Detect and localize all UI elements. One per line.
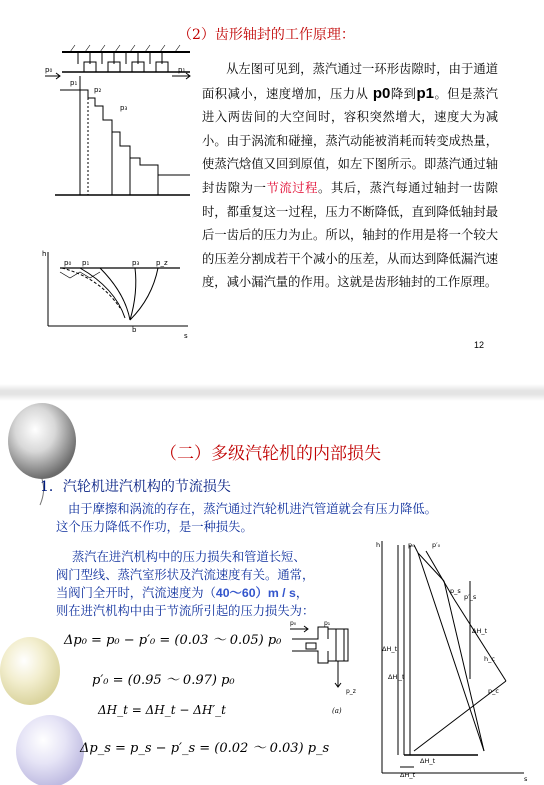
svg-text:ΔH_t: ΔH_t (472, 627, 488, 635)
svg-text:p₁: p₁ (178, 66, 186, 74)
inlet-loss-hs-diagram (374, 541, 534, 781)
svg-text:p′₀: p′₀ (432, 541, 441, 549)
formula-exhaust-loss: Δp_s = p_s − p′_s = (0.02 ～ 0.03) p_s (80, 741, 330, 756)
para1-line1: 由于摩擦和涡流的存在，蒸汽通过汽轮机进汽管道就会有压力降低。 (68, 502, 437, 516)
slide-title: （2）齿形轴封的工作原理： (178, 27, 355, 43)
svg-text:p₀: p₀ (290, 620, 297, 627)
figure-label: (a) (332, 707, 342, 715)
slide-12 (0, 0, 544, 384)
para2-line3-start: 当阀门全开时，汽流速度为（ (56, 586, 216, 600)
pressure-p0: p0 (372, 84, 391, 102)
page-number: 12 (474, 340, 485, 350)
slide-internal-losses (0, 401, 544, 785)
svg-text:p_s: p_s (450, 587, 461, 595)
svg-text:p₁: p₁ (324, 620, 331, 627)
svg-text:p_z: p_z (346, 688, 356, 695)
para1-line2: 这个压力降低不作功，是一种损失。 (56, 520, 253, 534)
svg-text:s: s (184, 332, 188, 340)
balloon-decoration-bottom (0, 631, 90, 785)
svg-text:p₁: p₁ (70, 79, 78, 87)
svg-text:h_c: h_c (484, 655, 495, 663)
slide-title: （二）多级汽轮机的内部损失 (160, 444, 381, 464)
svg-text:ΔH′_t: ΔH′_t (388, 673, 405, 681)
svg-text:p_z: p_z (156, 259, 168, 267)
svg-text:p₁: p₁ (82, 259, 90, 267)
pressure-p1: p1 (416, 84, 434, 102)
svg-text:p₀: p₀ (45, 66, 53, 74)
svg-text:ΔH_t: ΔH_t (420, 757, 436, 765)
svg-text:p₀: p₀ (64, 259, 72, 267)
para2-line2: 阀门型线、蒸汽室形状及汽流速度有关。通常， (56, 568, 315, 582)
svg-text:p₃: p₃ (132, 259, 140, 267)
inlet-valve-diagram (288, 617, 364, 707)
svg-text:p₂: p₂ (94, 86, 102, 94)
body-text-2: 。其后，蒸汽每通过轴封一齿隙时，都重复这一过程，压力不断降低，直到降低轴封最后一齿后的压力为止。所以，轴封的作用是将一个较大的压差分割成若干个减小的压差，从而达到降低漏汽速度，减小漏汽量的作用。这就是齿形轴封的工作原理。 (202, 180, 498, 290)
formula-p0-prime: p′₀ = (0.95 ～ 0.97) p₀ (92, 673, 235, 688)
svg-text:h: h (376, 541, 381, 549)
para2-line1: 蒸汽在进汽机构中的压力损失和管道长短、 (72, 550, 306, 564)
enthalpy-entropy-diagram (40, 248, 195, 343)
body-text-1: 。但是蒸汽进入两齿间的大空间时，容积突然增大，速度大为减小。由于涡流和碰撞，蒸汽动能被消耗而转变成热量，使蒸汽焓值又回到原值，如左下图所示。即蒸汽通过轴封齿隙为一 (202, 86, 498, 195)
svg-text:p_c: p_c (488, 687, 499, 695)
formula-enthalpy: ΔH_t = ΔH_t − ΔH′_t (98, 703, 226, 717)
page-divider (0, 384, 544, 401)
svg-text:h: h (42, 250, 47, 258)
seal-diagram (40, 40, 195, 215)
section-heading: 1．汽轮机进汽机构的节流损失 (40, 479, 231, 495)
para2-line3-end: ， (295, 586, 309, 600)
svg-text:s: s (524, 775, 528, 783)
formula-pressure-loss: Δp₀ = p₀ − p′₀ = (0.03 ～ 0.05) p₀ (64, 633, 282, 648)
mid-text: 降到 (390, 86, 417, 101)
svg-text:b: b (132, 326, 137, 334)
svg-text:p₀: p₀ (408, 541, 415, 549)
intro-text: 从左图可见到，蒸汽通过一环形齿隙时，由于通道面积减小，速度增加，压力从 (202, 62, 498, 101)
throttling-highlight: 节流过程 (266, 180, 319, 195)
svg-text:p₃: p₃ (120, 104, 128, 112)
svg-text:p′_s: p′_s (464, 593, 477, 601)
steam-speed: 40～60）m / s (215, 586, 296, 600)
seal-principle-text (202, 58, 498, 295)
para2-line3 (56, 585, 308, 602)
svg-text:ΔH_t: ΔH_t (400, 771, 416, 779)
svg-text:ΔH_t: ΔH_t (382, 645, 398, 653)
para2-line4: 则在进汽机构中由于节流所引起的压力损失为： (56, 604, 315, 618)
